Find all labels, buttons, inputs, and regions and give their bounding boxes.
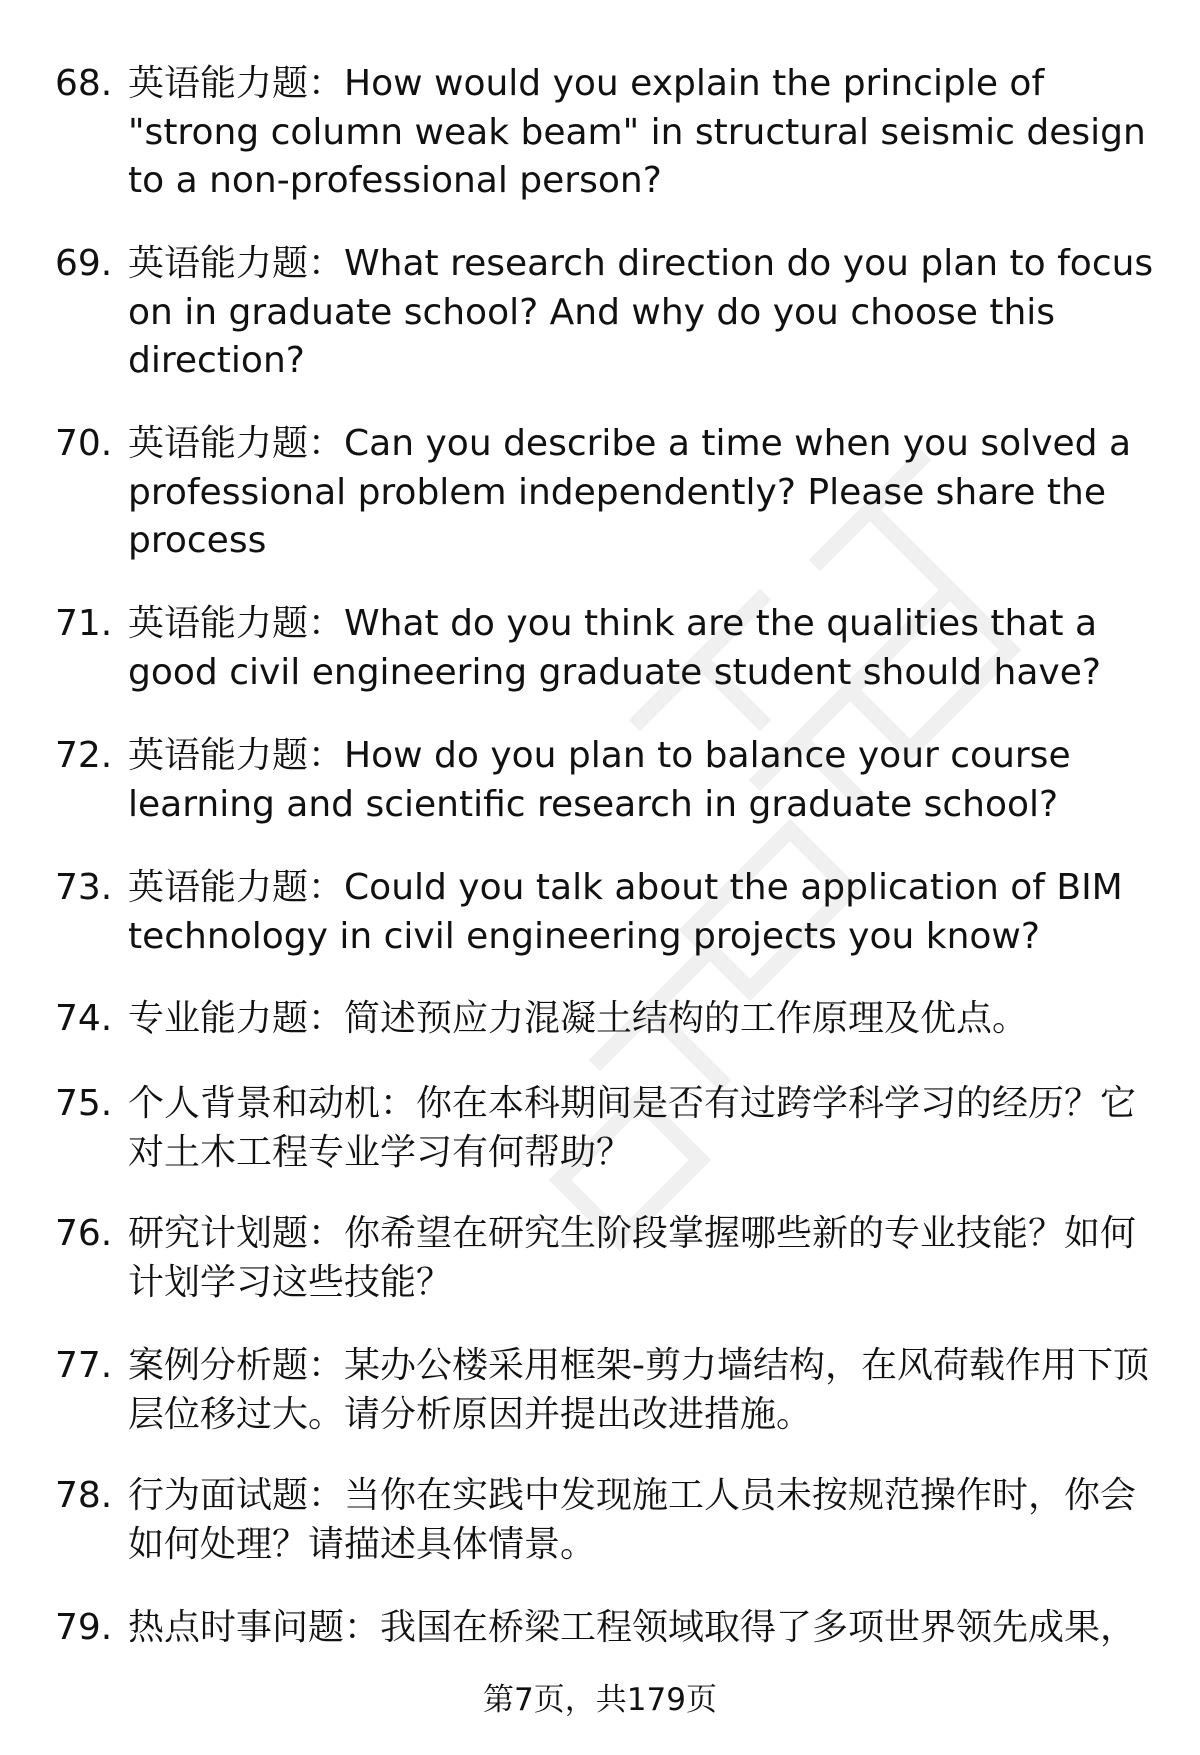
question-text: Could you talk about the application of BIM technology in civil engineering projects you know? bbox=[128, 867, 1123, 957]
question-number: 77. bbox=[55, 1345, 113, 1386]
question-category: 研究计划题 bbox=[128, 1213, 309, 1254]
question-number: 75. bbox=[55, 1083, 113, 1124]
question-item-77 bbox=[55, 1342, 1170, 1439]
question-text: 当你在实践中发现施工人员未按规范操作时，你会如何处理？请描述具体情景。 bbox=[128, 1475, 1137, 1565]
question-body bbox=[128, 1210, 1170, 1307]
question-separator: ： bbox=[308, 423, 345, 464]
question-number: 68. bbox=[55, 63, 113, 104]
question-text: 你希望在研究生阶段掌握哪些新的专业技能？如何计划学习这些技能？ bbox=[128, 1213, 1137, 1303]
question-category: 英语能力题 bbox=[128, 423, 309, 464]
question-category: 英语能力题 bbox=[128, 867, 309, 908]
question-body bbox=[128, 60, 1170, 206]
question-item-78 bbox=[55, 1472, 1170, 1569]
question-text: What research direction do you plan to focus on in graduate school? And why do you choose this direction? bbox=[128, 243, 1154, 381]
question-body bbox=[128, 995, 1170, 1044]
question-text: Can you describe a time when you solved a professional problem independently? Please share the process bbox=[128, 423, 1132, 561]
question-item-74 bbox=[55, 995, 1170, 1044]
question-number: 73. bbox=[55, 867, 113, 908]
question-number: 69. bbox=[55, 243, 113, 284]
question-separator: ： bbox=[308, 1475, 345, 1516]
question-category: 个人背景和动机 bbox=[128, 1083, 381, 1124]
question-separator: ： bbox=[308, 63, 345, 104]
question-separator: ： bbox=[308, 1345, 345, 1386]
question-item-71 bbox=[55, 600, 1170, 697]
question-text: 某办公楼采用框架-剪力墙结构，在风荷载作用下顶层位移过大。请分析原因并提出改进措施。 bbox=[128, 1345, 1150, 1435]
question-number: 78. bbox=[55, 1475, 113, 1516]
question-category: 热点时事问题 bbox=[128, 1607, 345, 1648]
question-body bbox=[128, 600, 1170, 697]
question-item-76 bbox=[55, 1210, 1170, 1307]
question-body bbox=[128, 420, 1170, 566]
page-footer bbox=[0, 1680, 1200, 1720]
question-item-75 bbox=[55, 1080, 1170, 1177]
question-text: 我国在桥梁工程领域取得了多项世界领先成果， bbox=[380, 1607, 1137, 1648]
question-category: 案例分析题 bbox=[128, 1345, 309, 1386]
question-separator: ： bbox=[380, 1083, 417, 1124]
question-item-68 bbox=[55, 60, 1170, 206]
page-number-label: 第7页，共179页 bbox=[483, 1682, 717, 1718]
question-item-70 bbox=[55, 420, 1170, 566]
question-separator: ： bbox=[344, 1607, 381, 1648]
question-body bbox=[128, 1080, 1170, 1177]
question-item-72 bbox=[55, 732, 1170, 829]
question-number: 72. bbox=[55, 735, 113, 776]
question-body bbox=[128, 864, 1170, 961]
question-text: 你在本科期间是否有过跨学科学习的经历？它对土木工程专业学习有何帮助？ bbox=[128, 1083, 1137, 1173]
question-category: 专业能力题 bbox=[128, 998, 309, 1039]
question-body bbox=[128, 1342, 1170, 1439]
question-body bbox=[128, 240, 1170, 386]
question-category: 英语能力题 bbox=[128, 603, 309, 644]
question-separator: ： bbox=[308, 243, 345, 284]
question-category: 英语能力题 bbox=[128, 63, 309, 104]
question-category: 英语能力题 bbox=[128, 735, 309, 776]
question-separator: ： bbox=[308, 867, 345, 908]
question-number: 76. bbox=[55, 1213, 113, 1254]
question-separator: ： bbox=[308, 1213, 345, 1254]
question-text: What do you think are the qualities that a good civil engineering graduate student should have? bbox=[128, 603, 1101, 693]
question-item-73 bbox=[55, 864, 1170, 961]
question-number: 79. bbox=[55, 1607, 113, 1648]
question-text: How would you explain the principle of "strong column weak beam" in structural seismic design to a non-professional person? bbox=[128, 63, 1146, 201]
question-number: 71. bbox=[55, 603, 113, 644]
question-number: 74. bbox=[55, 998, 113, 1039]
question-separator: ： bbox=[308, 735, 345, 776]
question-number: 70. bbox=[55, 423, 113, 464]
question-category: 英语能力题 bbox=[128, 243, 309, 284]
question-item-69 bbox=[55, 240, 1170, 386]
question-text: 简述预应力混凝土结构的工作原理及优点。 bbox=[344, 998, 1029, 1039]
question-body bbox=[128, 1472, 1170, 1569]
question-separator: ： bbox=[308, 603, 345, 644]
question-body bbox=[128, 1604, 1170, 1653]
question-category: 行为面试题 bbox=[128, 1475, 309, 1516]
question-text: How do you plan to balance your course learning and scientific research in graduate school? bbox=[128, 735, 1071, 825]
question-separator: ： bbox=[308, 998, 345, 1039]
question-body bbox=[128, 732, 1170, 829]
question-item-79 bbox=[55, 1604, 1170, 1653]
